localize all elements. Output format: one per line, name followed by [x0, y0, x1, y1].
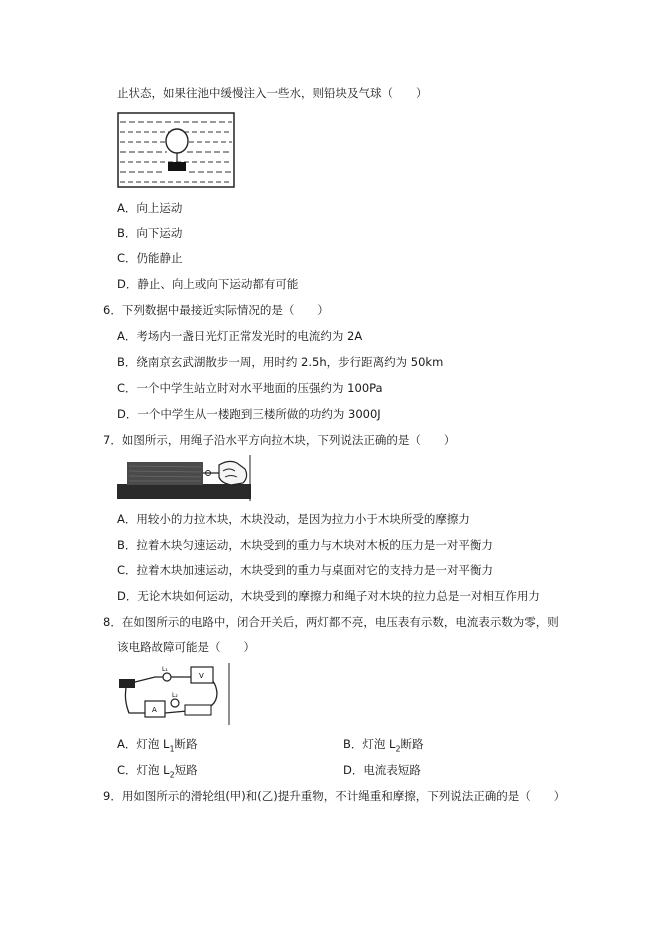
q8-fig-ammeter-label: A [152, 706, 157, 714]
q5-option-b: B．向下运动 [117, 226, 183, 240]
q5-option-d: D．静止、向上或向下运动都有可能 [117, 277, 299, 291]
q6-option-c: C．一个中学生站立时对水平地面的压强约为 100Pa [117, 381, 383, 395]
q8-fig-l1-label: L₁ [162, 666, 168, 673]
q7-figure-block-rope [117, 455, 251, 503]
q6-option-d: D．一个中学生从一楼跑到三楼所做的功约为 3000J [117, 407, 381, 421]
q7-option-d: D．无论木块如何运动，木块受到的摩擦力和绳子对木块的拉力总是一对相互作用力 [117, 589, 540, 603]
q5-figure-tank [117, 112, 235, 188]
q8-option-b: B．灯泡 $L_2$断路 [343, 737, 424, 754]
q6-option-a: A．考场内一盏日光灯正常发光时的电流约为 2A [117, 329, 363, 343]
q8-fig-l2-label: L₂ [172, 692, 178, 699]
q8-option-a: A．灯泡 $L_1$断路 [117, 737, 198, 754]
q7-option-b: B．拉着木块匀速运动，木块受到的重力与木块对木板的压力是一对平衡力 [117, 538, 493, 552]
q8-option-d: D．电流表短路 [343, 763, 421, 777]
q8-figure-circuit [117, 663, 231, 725]
q5-stem-tail: 止状态，如果往池中缓慢注入一些水，则铅块及气球（ ） [117, 86, 428, 100]
q7-option-c: C．拉着木块加速运动，木块受到的重力与桌面对它的支持力是一对平衡力 [117, 563, 494, 577]
q5-option-a: A．向上运动 [117, 201, 183, 215]
q6-option-b: B．绕南京玄武湖散步一周，用时约 2.5h，步行距离约为 50km [117, 355, 444, 369]
q7-option-a: A．用较小的力拉木块，木块没动，是因为拉力小于木块所受的摩擦力 [117, 512, 470, 526]
q8-stem-line1: 8．在如图所示的电路中，闭合开关后，两灯都不亮，电压表有示数，电流表示数为零，则 [103, 615, 559, 629]
q6-stem: 6．下列数据中最接近实际情况的是（ ） [103, 303, 329, 317]
q7-stem: 7．如图所示，用绳子沿水平方向拉木块，下列说法正确的是（ ） [103, 433, 456, 447]
q8-fig-voltmeter-label: V [199, 672, 204, 680]
q8-option-c: C．灯泡 $L_2$短路 [117, 763, 198, 780]
q5-option-c: C．仍能静止 [117, 251, 183, 265]
q8-stem-line2: 该电路故障可能是（ ） [117, 640, 255, 654]
q9-stem: 9．用如图所示的滑轮组(甲)和(乙)提升重物，不计绳重和摩擦，下列说法正确的是（ ） [103, 789, 566, 803]
